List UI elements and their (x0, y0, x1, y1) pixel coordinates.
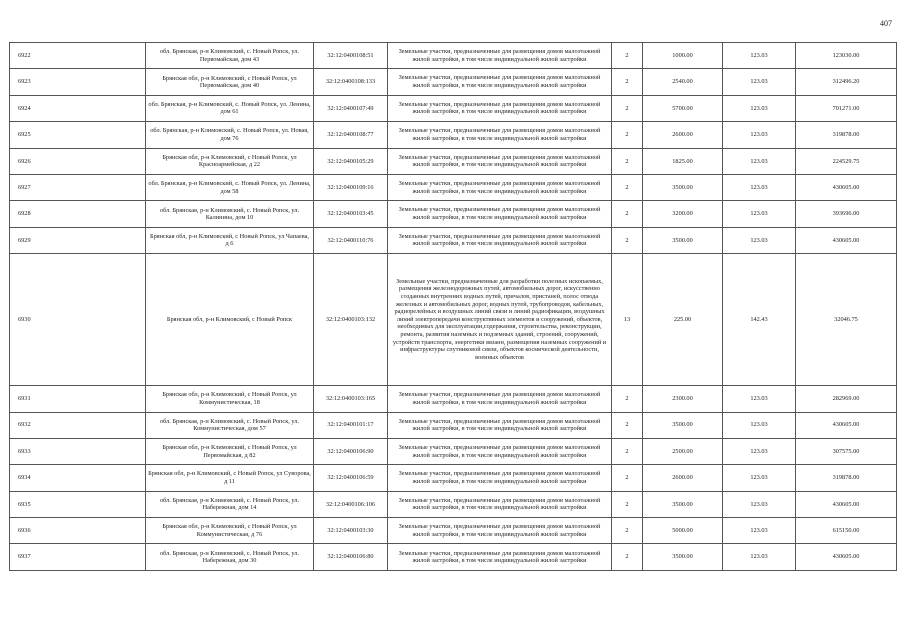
table-row (10, 69, 897, 95)
land-use-cell: Земельные участки, предназначенные для размещения домов малоэтажной жилой застройки, в том числе индивидуальной жилой застройки (388, 465, 612, 491)
specific-value-cell: 123.03 (723, 438, 796, 464)
table-row (10, 122, 897, 148)
cadastral-value-cell: 430605.00 (796, 412, 897, 438)
specific-value-cell: 123.03 (723, 544, 796, 570)
address-cell: Брянская обл, р-н Климовский, с Новый Ропск, ул Первомайская, д 82 (146, 438, 314, 464)
group-cell: 2 (612, 518, 643, 544)
row-number: 6926 (10, 148, 146, 174)
land-use-cell: Земельные участки, предназначенные для размещения домов малоэтажной жилой застройки, в том числе индивидуальной жилой застройки (388, 148, 612, 174)
row-number: 6925 (10, 122, 146, 148)
table-row (10, 412, 897, 438)
cadastral-number-cell: 32:12:0400108:77 (314, 122, 388, 148)
area-cell: 3500.00 (643, 227, 723, 253)
address-cell: обл. Брянская, р-н Климовский, с. Новый Ропск, ул. Коммунистическая, дом 57 (146, 412, 314, 438)
row-number: 6934 (10, 465, 146, 491)
address-cell: обл. Брянская, р-н Климовский, с. Новый Ропск, ул. Первомайская, дом 43 (146, 43, 314, 69)
row-number: 6927 (10, 174, 146, 200)
address-cell: Брянская обл, р-н Климовский, с Новый Ропск, ул Красноармейская, д 22 (146, 148, 314, 174)
table-row (10, 227, 897, 253)
address-cell: обл. Брянская, р-н Климовский, с. Новый Ропск, ул. Набережная, дом 30 (146, 544, 314, 570)
cadastral-number-cell: 32:12:0400106:80 (314, 544, 388, 570)
specific-value-cell: 123.03 (723, 491, 796, 517)
address-cell: обл. Брянская, р-н Климовский, с. Новый Ропск, ул. Новая, дом 76 (146, 122, 314, 148)
land-use-cell: Земельные участки, предназначенные для размещения домов малоэтажной жилой застройки, в том числе индивидуальной жилой застройки (388, 412, 612, 438)
land-use-cell: Земельные участки, предназначенные для размещения домов малоэтажной жилой застройки, в том числе индивидуальной жилой застройки (388, 201, 612, 227)
cadastral-value-cell: 701271.00 (796, 95, 897, 121)
row-number: 6936 (10, 518, 146, 544)
address-cell: Брянская обл, р-н Климовский, с Новый Ропск, ул Коммунистическая, 18 (146, 386, 314, 412)
area-cell: 2500.00 (643, 438, 723, 464)
cadastral-value-cell: 224529.75 (796, 148, 897, 174)
area-cell: 2600.00 (643, 122, 723, 148)
address-cell: Брянская обл, р-н Климовский, с Новый Ропск, ул Чапаева, д 6 (146, 227, 314, 253)
area-cell: 3500.00 (643, 412, 723, 438)
table-row (10, 386, 897, 412)
land-use-cell: Земельные участки, предназначенные для размещения домов малоэтажной жилой застройки, в том числе индивидуальной жилой застройки (388, 544, 612, 570)
address-cell: Брянская обл, р-н Климовский, с Новый Ропск, ул Коммунистическая, д 76 (146, 518, 314, 544)
specific-value-cell: 123.03 (723, 174, 796, 200)
area-cell: 3500.00 (643, 174, 723, 200)
group-cell: 2 (612, 491, 643, 517)
cadastral-value-cell: 312496.20 (796, 69, 897, 95)
group-cell: 2 (612, 412, 643, 438)
table-body (10, 43, 897, 571)
land-use-cell: Земельные участки, предназначенные для размещения домов малоэтажной жилой застройки, в том числе индивидуальной жилой застройки (388, 174, 612, 200)
cadastral-value-cell: 393696.00 (796, 201, 897, 227)
cadastral-value-cell: 319878.00 (796, 465, 897, 491)
address-cell: Брянская обл, р-н Климовский, с Новый Ропск, ул Первомайская, дом 40 (146, 69, 314, 95)
table-row (10, 174, 897, 200)
cadastral-number-cell: 32:12:0400105:29 (314, 148, 388, 174)
group-cell: 2 (612, 43, 643, 69)
specific-value-cell: 123.03 (723, 386, 796, 412)
row-number: 6937 (10, 544, 146, 570)
address-cell: обл. Брянская, р-н Климовский, с. Новый Ропск, ул. Ленина, дом 58 (146, 174, 314, 200)
table-row (10, 518, 897, 544)
cadastral-value-cell: 430605.00 (796, 227, 897, 253)
area-cell: 3500.00 (643, 491, 723, 517)
group-cell: 2 (612, 465, 643, 491)
group-cell: 2 (612, 438, 643, 464)
specific-value-cell: 123.03 (723, 95, 796, 121)
area-cell: 3200.00 (643, 201, 723, 227)
specific-value-cell: 123.03 (723, 148, 796, 174)
cadastral-value-cell: 282969.00 (796, 386, 897, 412)
group-cell: 2 (612, 95, 643, 121)
page-number: 407 (880, 19, 892, 28)
cadastral-number-cell: 32:12:0400103:132 (314, 254, 388, 386)
specific-value-cell: 123.03 (723, 227, 796, 253)
row-number: 6932 (10, 412, 146, 438)
area-cell: 5000.00 (643, 518, 723, 544)
specific-value-cell: 123.03 (723, 43, 796, 69)
cadastral-number-cell: 32:12:0400106:59 (314, 465, 388, 491)
table-row (10, 465, 897, 491)
address-cell: Брянская обл, р-н Климовский, с Новый Ропск, ул Суворова, д 11 (146, 465, 314, 491)
row-number: 6928 (10, 201, 146, 227)
cadastral-value-cell: 123030.00 (796, 43, 897, 69)
table-row (10, 201, 897, 227)
group-cell: 2 (612, 174, 643, 200)
table-row (10, 148, 897, 174)
land-use-cell: Земельные участки, предназначенные для размещения домов малоэтажной жилой застройки, в том числе индивидуальной жилой застройки (388, 518, 612, 544)
cadastral-number-cell: 32:12:0400101:17 (314, 412, 388, 438)
table-row (10, 43, 897, 69)
land-use-cell: Земельные участки, предназначенные для размещения домов малоэтажной жилой застройки, в том числе индивидуальной жилой застройки (388, 227, 612, 253)
area-cell: 2600.00 (643, 465, 723, 491)
table-row (10, 491, 897, 517)
specific-value-cell: 142.43 (723, 254, 796, 386)
group-cell: 2 (612, 544, 643, 570)
address-cell: Брянская обл, р-н Климовский, с Новый Ропск (146, 254, 314, 386)
area-cell: 1000.00 (643, 43, 723, 69)
land-use-cell: Земельные участки, предназначенные для размещения домов малоэтажной жилой застройки, в том числе индивидуальной жилой застройки (388, 43, 612, 69)
cadastral-number-cell: 32:12:0400109:16 (314, 174, 388, 200)
specific-value-cell: 123.03 (723, 201, 796, 227)
cadastral-value-cell: 430605.00 (796, 544, 897, 570)
row-number: 6935 (10, 491, 146, 517)
cadastral-value-cell: 430605.00 (796, 174, 897, 200)
cadastral-number-cell: 32:12:0400106:90 (314, 438, 388, 464)
specific-value-cell: 123.03 (723, 518, 796, 544)
land-use-cell: Земельные участки, предназначенные для размещения домов малоэтажной жилой застройки, в том числе индивидуальной жилой застройки (388, 69, 612, 95)
group-cell: 2 (612, 148, 643, 174)
cadastral-value-cell: 32046.75 (796, 254, 897, 386)
specific-value-cell: 123.03 (723, 412, 796, 438)
area-cell: 2300.00 (643, 386, 723, 412)
group-cell: 2 (612, 227, 643, 253)
land-use-cell: Земельные участки, предназначенные для размещения домов малоэтажной жилой застройки, в том числе индивидуальной жилой застройки (388, 438, 612, 464)
cadastral-number-cell: 32:12:0400110:76 (314, 227, 388, 253)
specific-value-cell: 123.03 (723, 69, 796, 95)
address-cell: обл. Брянская, р-н Климовский, с. Новый Ропск, ул. Калинина, дом 10 (146, 201, 314, 227)
land-use-cell: Земельные участки, предназначенные для разработки полезных ископаемых, размещения железнодорожных путей, автомобильных дорог, искусственно созданных внутренних водных путей, причалов, пристаней, полос отвода железных и автомобильных дорог, водных путей, трубопроводов, кабельных, радиорелейных и воздушных линий связи и линий радиофикации, воздушных линий электропередачи конструктивных элементов и сооружений, объектов, необходимых для эксплуатации,содержания, строительства, реконструкции, ремонта, развития наземных и подземных зданий, строений, сооружений, устройств транспорта, энергетики вязанн, размещения наземных сооружений и инфраструктуры спутниковой связи, объектов космической деятельности, военных объектов (388, 254, 612, 386)
table-row (10, 254, 897, 386)
cadastral-number-cell: 32:12:0400108:133 (314, 69, 388, 95)
area-cell: 5700.00 (643, 95, 723, 121)
cadastral-number-cell: 32:12:0400103:45 (314, 201, 388, 227)
land-use-cell: Земельные участки, предназначенные для размещения домов малоэтажной жилой застройки, в том числе индивидуальной жилой застройки (388, 491, 612, 517)
group-cell: 2 (612, 122, 643, 148)
cadastral-number-cell: 32:12:0400103:165 (314, 386, 388, 412)
land-use-cell: Земельные участки, предназначенные для размещения домов малоэтажной жилой застройки, в том числе индивидуальной жилой застройки (388, 95, 612, 121)
cadastral-value-cell: 319878.00 (796, 122, 897, 148)
cadastral-number-cell: 32:12:0400106:106 (314, 491, 388, 517)
cadastral-value-cell: 307575.00 (796, 438, 897, 464)
group-cell: 2 (612, 201, 643, 227)
group-cell: 2 (612, 386, 643, 412)
specific-value-cell: 123.03 (723, 122, 796, 148)
row-number: 6930 (10, 254, 146, 386)
land-use-cell: Земельные участки, предназначенные для размещения домов малоэтажной жилой застройки, в том числе индивидуальной жилой застройки (388, 122, 612, 148)
land-register-table (9, 42, 897, 571)
cadastral-value-cell: 430605.00 (796, 491, 897, 517)
area-cell: 225.00 (643, 254, 723, 386)
cadastral-number-cell: 32:12:0400103:30 (314, 518, 388, 544)
group-cell: 13 (612, 254, 643, 386)
row-number: 6923 (10, 69, 146, 95)
row-number: 6929 (10, 227, 146, 253)
land-use-cell: Земельные участки, предназначенные для размещения домов малоэтажной жилой застройки, в том числе индивидуальной жилой застройки (388, 386, 612, 412)
cadastral-number-cell: 32:12:0400107:49 (314, 95, 388, 121)
area-cell: 3500.00 (643, 544, 723, 570)
row-number: 6924 (10, 95, 146, 121)
address-cell: обл. Брянская, р-н Климовский, с. Новый Ропск, ул. Ленина, дом 61 (146, 95, 314, 121)
address-cell: обл. Брянская, р-н Климовский, с. Новый Ропск, ул. Набережная, дом 14 (146, 491, 314, 517)
row-number: 6931 (10, 386, 146, 412)
specific-value-cell: 123.03 (723, 465, 796, 491)
cadastral-number-cell: 32:12:0400108:51 (314, 43, 388, 69)
group-cell: 2 (612, 69, 643, 95)
table-row (10, 438, 897, 464)
cadastral-value-cell: 615150.00 (796, 518, 897, 544)
row-number: 6933 (10, 438, 146, 464)
area-cell: 1825.00 (643, 148, 723, 174)
table-row (10, 95, 897, 121)
row-number: 6922 (10, 43, 146, 69)
area-cell: 2540.00 (643, 69, 723, 95)
table-row (10, 544, 897, 570)
